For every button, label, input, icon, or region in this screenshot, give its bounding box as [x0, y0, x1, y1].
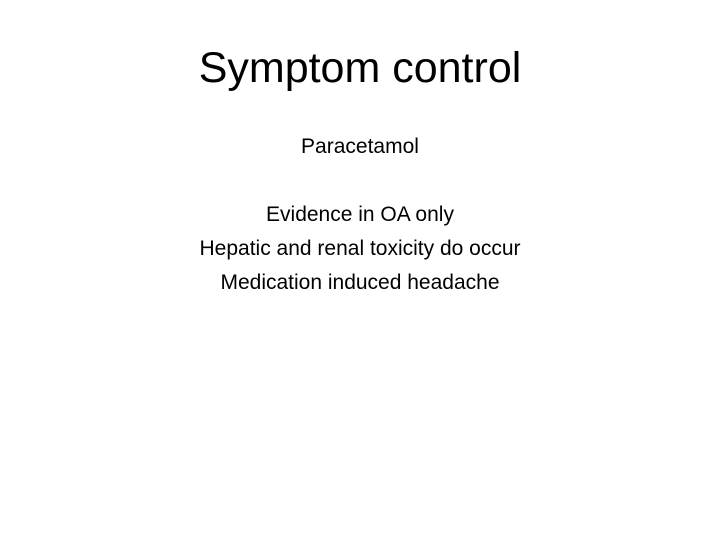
body-line: Medication induced headache	[220, 271, 500, 294]
slide-title: Symptom control	[198, 44, 522, 92]
subheading: Paracetamol	[301, 135, 419, 158]
blank-line	[0, 164, 720, 198]
body-line: Evidence in OA only	[266, 203, 454, 226]
slide-body	[0, 130, 720, 300]
body-line: Hepatic and renal toxicity do occur	[199, 237, 521, 260]
